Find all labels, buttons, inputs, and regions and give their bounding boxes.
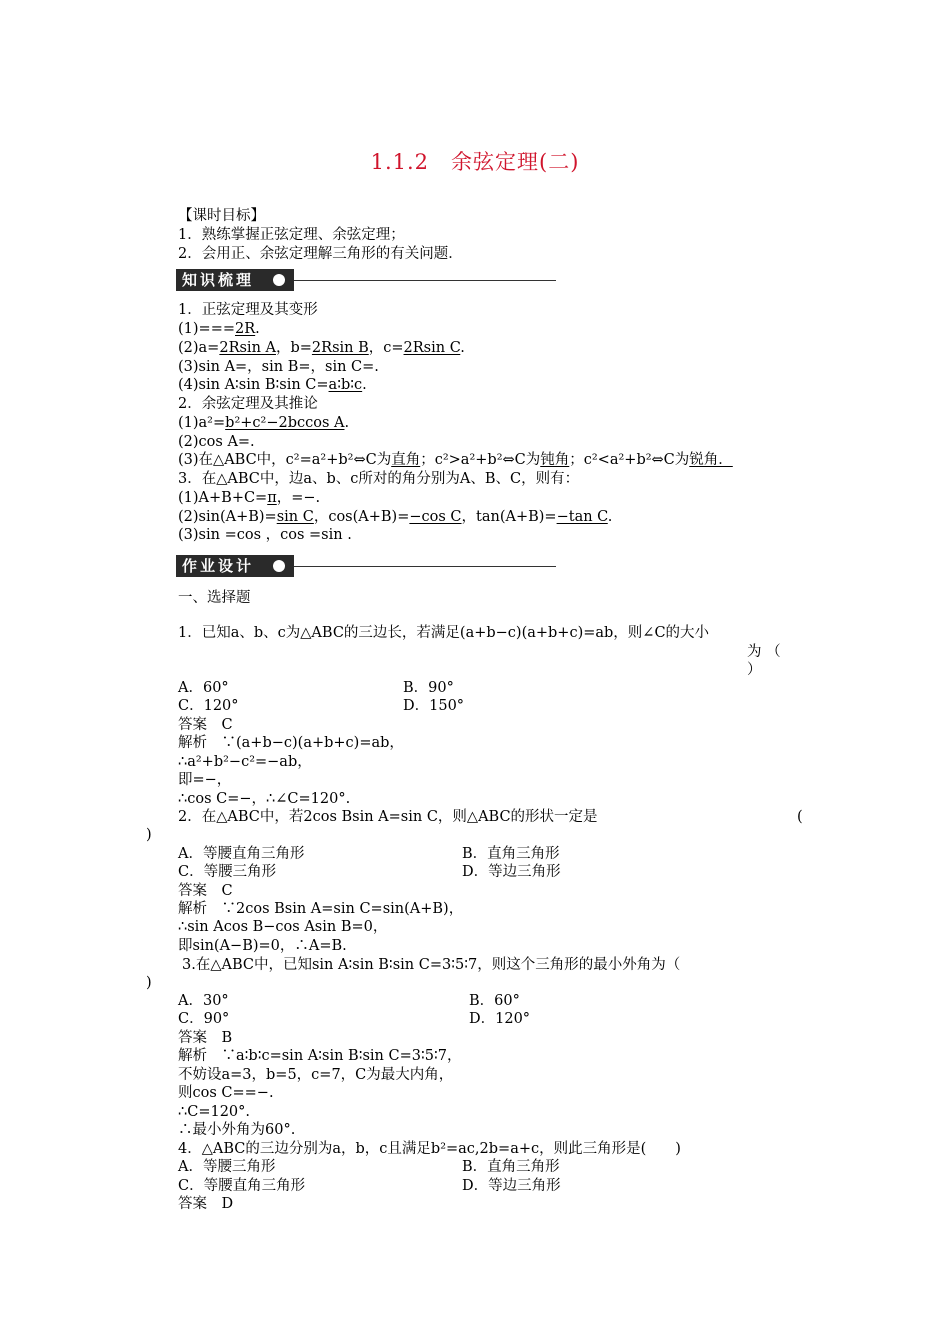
fill-answer: −tan C	[556, 509, 608, 525]
solution-line: 即sin(A−B)=0，∴A=B.	[178, 938, 347, 954]
answer: 答案 C	[178, 883, 233, 899]
solution-line: ∴cos C=−，∴∠C=120°.	[178, 791, 351, 807]
option: C．等腰直角三角形	[178, 1178, 306, 1194]
divider	[294, 280, 556, 281]
text: ；c²<a²+b²⇔C为	[569, 452, 690, 468]
knowledge-heading: 2．余弦定理及其推论	[178, 396, 318, 412]
knowledge-line: (3)sin =cos ，cos =sin .	[178, 527, 352, 543]
text: (1)a²=	[178, 415, 226, 431]
text: ，=−.	[276, 490, 321, 506]
question-paren: 为 （	[747, 644, 781, 660]
text: ，tan(A+B)=	[461, 509, 557, 525]
option: A．30°	[178, 993, 229, 1009]
option: C．等腰三角形	[178, 864, 277, 880]
solution-line: ∴a²+b²−c²=−ab，	[178, 754, 312, 770]
text: (3)在△ABC中，c²=a²+b²⇔C为	[178, 452, 392, 468]
fill-answer: 直角	[391, 452, 421, 468]
solution-line: 解析 ∵2cos Bsin A=sin C=sin(A+B)，	[178, 901, 464, 917]
text: (1)===	[178, 321, 235, 337]
divider	[294, 566, 556, 567]
knowledge-heading: 1．正弦定理及其变形	[178, 302, 318, 318]
text: (2)a=	[178, 340, 220, 356]
knowledge-line: (1)===2R.	[178, 321, 260, 337]
text: (4)sin A∶sin B∶sin C=	[178, 377, 329, 393]
fill-answer: b²+c²−2bccos A	[225, 415, 345, 431]
bullet-icon	[273, 560, 285, 572]
text: ；c²>a²+b²⇔C为	[420, 452, 541, 468]
fill-answer: 锐角．	[689, 452, 733, 468]
solution-line: 则cos C==−.	[178, 1085, 274, 1101]
bullet-icon	[273, 274, 285, 286]
question-paren: )	[146, 975, 152, 991]
answer: 答案 D	[178, 1196, 234, 1212]
question-paren: )	[146, 827, 152, 843]
page-title: 1.1.2 余弦定理(二)	[370, 150, 580, 174]
answer: 答案 C	[178, 717, 233, 733]
option: A．60°	[178, 680, 229, 696]
question-4: 4．△ABC的三边分别为a，b，c且满足b²=ac,2b=a+c，则此三角形是( )	[178, 1141, 681, 1157]
fill-answer: 2Rsin B	[311, 340, 369, 356]
option: C．120°	[178, 698, 239, 714]
goals-heading: 【课时目标】	[178, 208, 265, 224]
question-paren: (	[797, 809, 803, 825]
option: A．等腰直角三角形	[178, 846, 305, 862]
text: ，b=	[275, 340, 312, 356]
solution-line: 不妨设a=3，b=5，c=7，C为最大内角，	[178, 1067, 454, 1083]
option: D．等边三角形	[462, 1178, 561, 1194]
option: B．直角三角形	[462, 1159, 560, 1175]
solution-line: 即=−，	[178, 772, 232, 788]
solution-line: 解析 ∵a∶b∶c=sin A∶sin B∶sin C=3∶5∶7，	[178, 1048, 462, 1064]
knowledge-heading: 3．在△ABC中，边a、b、c所对的角分别为A、B、C，则有：	[178, 471, 580, 487]
question-paren: ）	[747, 662, 762, 678]
section-heading: 一、选择题	[178, 590, 251, 606]
option: B．90°	[403, 680, 454, 696]
fill-answer: 2Rsin A	[219, 340, 276, 356]
fill-answer: 2R	[235, 321, 256, 337]
knowledge-line: (4)sin A∶sin B∶sin C=a∶b∶c.	[178, 377, 367, 393]
option: A．等腰三角形	[178, 1159, 276, 1175]
question-2: 2．在△ABC中，若2cos Bsin A=sin C，则△ABC的形状一定是	[178, 809, 598, 825]
goal-item: 1．熟练掌握正弦定理、余弦定理；	[178, 227, 405, 243]
text: ，cos(A+B)=	[313, 509, 410, 525]
solution-line: ∴C=120°.	[178, 1104, 251, 1120]
fill-answer: 钝角	[540, 452, 570, 468]
fill-answer: sin C	[276, 509, 314, 525]
question-3: 3.在△ABC中，已知sin A∶sin B∶sin C=3∶5∶7，则这个三角形的最小外角为（	[182, 957, 681, 973]
option: D．150°	[403, 698, 465, 714]
knowledge-line: (3)sin A=，sin B=，sin C=.	[178, 359, 379, 375]
banner-label: 作业设计	[176, 555, 294, 577]
text: (1)A+B+C=	[178, 490, 268, 506]
option: B．直角三角形	[462, 846, 560, 862]
text: ，c=	[368, 340, 404, 356]
fill-answer: π	[267, 490, 277, 506]
option: D．120°	[469, 1011, 531, 1027]
knowledge-line	[178, 489, 320, 507]
text: (2)sin(A+B)=	[178, 509, 277, 525]
solution-line: ∴sin Acos B−cos Asin B=0，	[178, 919, 388, 935]
goal-item: 2．会用正、余弦定理解三角形的有关问题．	[178, 246, 463, 262]
solution-line: ∴最小外角为60°.	[178, 1122, 296, 1138]
knowledge-line: (2)cos A=.	[178, 434, 255, 450]
answer: 答案 B	[178, 1030, 233, 1046]
option: B．60°	[469, 993, 520, 1009]
option: D．等边三角形	[462, 864, 561, 880]
fill-answer: −cos C	[409, 509, 462, 525]
banner-label: 知识梳理	[176, 269, 294, 291]
fill-answer: 2Rsin C	[403, 340, 461, 356]
knowledge-line: (2)a=2Rsin A，b=2Rsin B，c=2Rsin C.	[178, 340, 465, 356]
solution-line: 解析 ∵(a+b−c)(a+b+c)=ab，	[178, 735, 404, 751]
knowledge-line: (1)a²=b²+c²−2bccos A.	[178, 415, 350, 431]
knowledge-line	[178, 451, 733, 469]
fill-answer: a∶b∶c	[328, 377, 363, 393]
option: C．90°	[178, 1011, 230, 1027]
knowledge-line: (2)sin(A+B)=sin C，cos(A+B)=−cos C，tan(A+B)=−tan C.	[178, 509, 613, 525]
question-1: 1．已知a、b、c为△ABC的三边长，若满足(a+b−c)(a+b+c)=ab，则∠C的大小	[178, 625, 710, 641]
